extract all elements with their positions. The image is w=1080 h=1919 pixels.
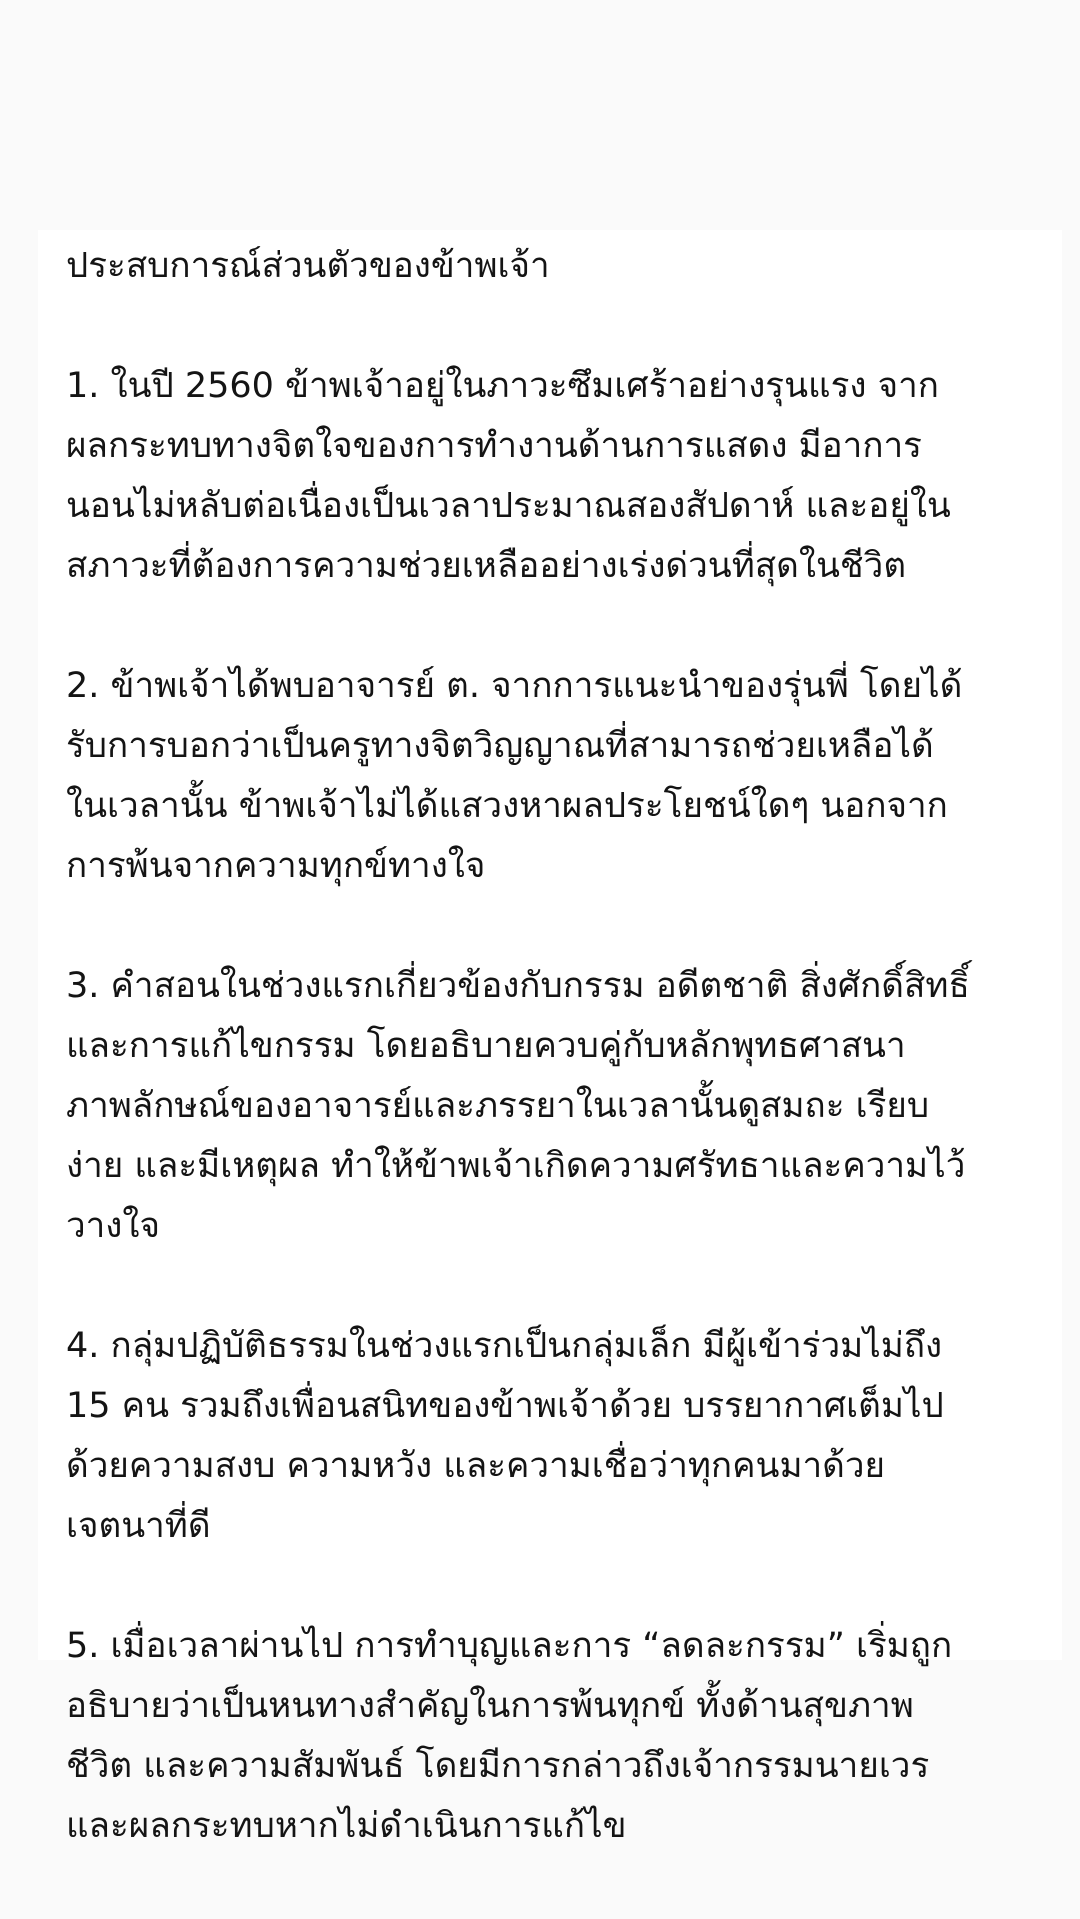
paragraph-line: ผลกระทบทางจิตใจของการทำงานด้านการแสดง มีอาการ [66, 426, 922, 466]
paragraph-line: รับการบอกว่าเป็นครูทางจิตวิญญาณที่สามารถช่วยเหลือได้ [66, 726, 934, 766]
paragraph-gap [66, 1556, 1056, 1616]
paragraph-line: อธิบายว่าเป็นหนทางสำคัญในการพ้นทุกข์ ทั้งด้านสุขภาพ [66, 1686, 914, 1726]
paragraph-line: สภาวะที่ต้องการความช่วยเหลืออย่างเร่งด่วนที่สุดในชีวิต [66, 546, 907, 586]
paragraph-gap [66, 596, 1056, 656]
paragraph-gap [66, 896, 1056, 956]
paragraph-line: 4. กลุ่มปฏิบัติธรรมในช่วงแรกเป็นกลุ่มเล็ก มีผู้เข้าร่วมไม่ถึง [66, 1326, 943, 1366]
paragraph-line: เจตนาที่ดี [66, 1506, 211, 1546]
story-title: ประสบการณ์ส่วนตัวของข้าพเจ้า [66, 246, 550, 286]
story-text [66, 236, 1056, 1856]
paragraph-line: ง่าย และมีเหตุผล ทำให้ข้าพเจ้าเกิดความศรัทธาและความไว้ [66, 1146, 966, 1186]
paragraph-3 [66, 956, 1056, 1256]
paragraph-line: 1. ในปี 2560 ข้าพเจ้าอยู่ในภาวะซึมเศร้าอย่างรุนแรง จาก [66, 366, 939, 406]
paragraph-line: ชีวิต และความสัมพันธ์ โดยมีการกล่าวถึงเจ้ากรรมนายเวร [66, 1746, 930, 1786]
paragraph-line: ในเวลานั้น ข้าพเจ้าไม่ได้แสวงหาผลประโยชน์ใดๆ นอกจาก [66, 786, 948, 826]
paragraph-line: 3. คำสอนในช่วงแรกเกี่ยวข้องกับกรรม อดีตชาติ สิ่งศักดิ์สิทธิ์ [66, 966, 970, 1006]
paragraph-line: นอนไม่หลับต่อเนื่องเป็นเวลาประมาณสองสัปดาห์ และอยู่ใน [66, 486, 951, 526]
paragraph-5 [66, 1616, 1056, 1856]
paragraph-line: ด้วยความสงบ ความหวัง และความเชื่อว่าทุกคนมาด้วย [66, 1446, 886, 1486]
paragraph-line: การพ้นจากความทุกข์ทางใจ [66, 846, 486, 886]
paragraph-line: 5. เมื่อเวลาผ่านไป การทำบุญและการ “ลดละกรรม” เริ่มถูก [66, 1626, 953, 1666]
paragraph-2 [66, 656, 1056, 896]
paragraph-4 [66, 1316, 1056, 1556]
paragraph-gap [66, 296, 1056, 356]
paragraph-1 [66, 356, 1056, 596]
paragraph-line: ภาพลักษณ์ของอาจารย์และภรรยาในเวลานั้นดูสมถะ เรียบ [66, 1086, 930, 1126]
paragraph-line: 15 คน รวมถึงเพื่อนสนิทของข้าพเจ้าด้วย บรรยากาศเต็มไป [66, 1386, 944, 1426]
paragraph-line: 2. ข้าพเจ้าได้พบอาจารย์ ต. จากการแนะนำของรุ่นพี่ โดยได้ [66, 666, 963, 706]
paragraph-line: และผลกระทบหากไม่ดำเนินการแก้ไข [66, 1806, 627, 1846]
paragraph-line: และการแก้ไขกรรม โดยอธิบายควบคู่กับหลักพุทธศาสนา [66, 1026, 906, 1066]
paragraph-line: วางใจ [66, 1206, 160, 1246]
paragraph-gap [66, 1256, 1056, 1316]
